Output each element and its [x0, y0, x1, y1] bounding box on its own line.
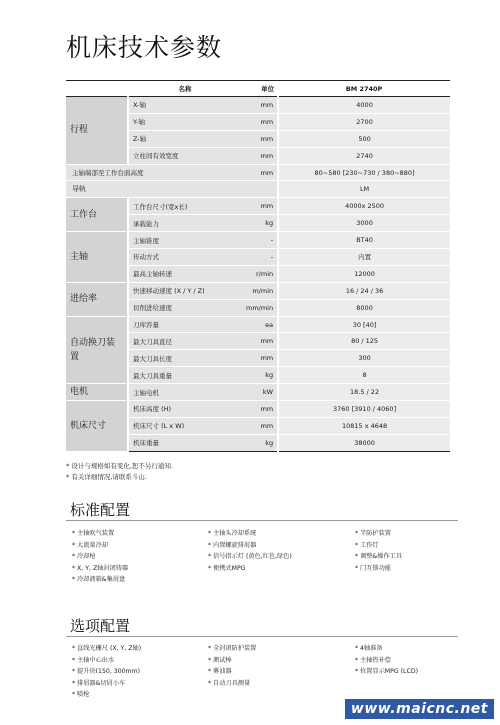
list-item: * 内置螺旋排屑器 — [208, 541, 257, 549]
row-item: 主轴电机 — [128, 384, 242, 401]
row-unit: mm — [242, 97, 278, 114]
row-unit: - — [242, 232, 278, 249]
row-value: 80 / 125 — [278, 333, 450, 350]
table-row — [66, 97, 450, 114]
row-value: 3000 — [278, 215, 450, 232]
list-item: * 主轴吹气装置 — [72, 530, 115, 537]
list-item: * 主轴中心出水 — [72, 656, 115, 664]
options-column-1 — [72, 643, 141, 701]
category-atc: 自动换刀装置 — [66, 316, 128, 384]
row-unit: mm — [242, 147, 278, 164]
row-unit: mm/min — [242, 299, 278, 316]
list-item: * 排屑器&切屑小车 — [72, 679, 126, 687]
row-unit: mm — [242, 198, 278, 215]
list-item: * 门互锁功能 — [355, 564, 391, 572]
footnote: * 有关详细情况,请联系斗山. — [66, 473, 147, 481]
list-item: * 大流量冷却 — [72, 541, 108, 549]
table-row — [66, 401, 450, 418]
row-value: LM — [278, 181, 450, 198]
list-item: * 便携式MPG — [208, 564, 246, 572]
list-item: * 信号指示灯 (黄色,红色,绿色) — [208, 553, 292, 561]
row-item: 最大刀具重量 — [128, 367, 242, 384]
standard-column-1 — [72, 528, 128, 586]
row-value: 10815 x 4648 — [278, 417, 450, 434]
category-feedrate: 进给率 — [66, 282, 128, 316]
table-row — [66, 384, 450, 401]
list-item: * 直线光栅尺 (X, Y, Z轴) — [72, 645, 142, 652]
row-unit: kg — [242, 215, 278, 232]
row-value: 2700 — [278, 113, 450, 130]
row-value: 30 [40] — [278, 316, 450, 333]
row-unit: ea — [242, 316, 278, 333]
row-item: 最大刀具直径 — [128, 333, 242, 350]
row-item: 最大刀具长度 — [128, 350, 242, 367]
category-motor: 电机 — [66, 384, 128, 401]
row-value: 300 — [278, 350, 450, 367]
table-row — [66, 181, 450, 198]
list-item: * 调整&操作工具 — [355, 553, 403, 561]
table-row — [66, 198, 450, 215]
category-travel: 行程 — [66, 97, 128, 165]
row-item: 切削进给速度 — [128, 299, 242, 316]
row-item: 主轴锥度 — [128, 232, 242, 249]
row-item: 立柱间有效宽度 — [128, 147, 242, 164]
row-unit: mm — [242, 350, 278, 367]
row-unit: mm — [242, 164, 278, 181]
header-name: 名称 — [128, 81, 242, 97]
row-unit: kg — [242, 367, 278, 384]
options-column-2 — [208, 643, 256, 689]
list-item: * 4轴准备 — [355, 645, 383, 652]
row-item: X-轴 — [128, 97, 242, 114]
row-item: 承载能力 — [128, 215, 242, 232]
header-model: BM 2740P — [278, 81, 450, 97]
header-blank — [66, 81, 128, 97]
category-spindle: 主轴 — [66, 232, 128, 283]
row-value: 80~580 [230~730 / 380~880] — [278, 164, 450, 181]
list-item: * 提升块(150, 300mm) — [72, 668, 141, 676]
options-column-3 — [355, 643, 418, 678]
list-item: * 测试棒 — [208, 656, 232, 664]
row-value: 4000 — [278, 97, 450, 114]
category-spindle-height: 主轴端部至工作台面高度 — [66, 164, 242, 181]
row-value: 8 — [278, 367, 450, 384]
row-unit: mm — [242, 130, 278, 147]
table-row — [66, 164, 450, 181]
category-table: 工作台 — [66, 198, 128, 232]
row-value: 38000 — [278, 434, 450, 451]
footnotes — [66, 461, 173, 483]
row-value: 2740 — [278, 147, 450, 164]
row-unit: mm — [242, 417, 278, 434]
row-value: 8000 — [278, 299, 450, 316]
list-item: * X, Y, Z轴封闭铸器 — [72, 564, 129, 572]
row-value: 3760 [3910 / 4060] — [278, 401, 450, 418]
list-item: * 冷却液箱&集屑盘 — [72, 576, 126, 584]
site-watermark: www.maicnc.net — [345, 699, 494, 719]
row-value: 内置 — [278, 249, 450, 266]
row-item: 机床高度 (H) — [128, 401, 242, 418]
table-row — [66, 316, 450, 333]
standard-section-title: 标准配置 — [70, 501, 131, 519]
row-value: BT40 — [278, 232, 450, 249]
row-item: 最高主轴转速 — [128, 265, 242, 282]
options-section-title: 选项配置 — [70, 617, 131, 635]
row-value: 12000 — [278, 265, 450, 282]
row-unit: mm — [242, 401, 278, 418]
row-item: 工作台尺寸(宽x长) — [128, 198, 242, 215]
row-unit: kg — [242, 434, 278, 451]
standard-column-2 — [208, 528, 292, 574]
row-item: 机床重量 — [128, 434, 242, 451]
list-item: * 半防护装置 — [355, 530, 391, 537]
row-value: 16 / 24 / 36 — [278, 282, 450, 299]
list-item: * 喷枪 — [72, 691, 90, 699]
table-row — [66, 282, 450, 299]
row-unit: kW — [242, 384, 278, 401]
category-machine-size: 机床尺寸 — [66, 401, 128, 452]
list-item: * 主轴热补偿 — [355, 656, 391, 664]
row-value: 4000x 2500 — [278, 198, 450, 215]
row-unit — [242, 181, 278, 198]
table-row — [66, 232, 450, 249]
row-unit: mm — [242, 333, 278, 350]
options-section-divider — [66, 636, 458, 637]
footnote: * 设计与规格如有变化,恕不另行通知. — [66, 462, 173, 470]
row-unit: m/min — [242, 282, 278, 299]
row-value: 500 — [278, 130, 450, 147]
category-guideway: 导轨 — [66, 181, 242, 198]
spec-table — [66, 80, 450, 452]
row-item: Y-轴 — [128, 113, 242, 130]
list-item: * 主轴头冷却系统 — [208, 530, 257, 537]
row-value: 18.5 / 22 — [278, 384, 450, 401]
row-item: 机床尺寸 (L x W) — [128, 417, 242, 434]
row-unit: r/min — [242, 265, 278, 282]
list-item: * 全封闭防护装置 — [208, 645, 257, 652]
list-item: * 位置显示MPG (LCD) — [355, 668, 419, 676]
spec-table-header — [66, 81, 450, 97]
list-item: * 工作灯 — [355, 541, 379, 549]
row-item: 传动方式 — [128, 249, 242, 266]
row-item: Z-轴 — [128, 130, 242, 147]
row-item: 快速移动速度 (X / Y / Z) — [128, 282, 242, 299]
standard-section-divider — [66, 520, 458, 521]
standard-column-3 — [355, 528, 402, 574]
list-item: * 自动刀具测量 — [208, 679, 251, 687]
row-unit: mm — [242, 113, 278, 130]
row-item: 刀库容量 — [128, 316, 242, 333]
list-item: * 冷却枪 — [72, 553, 96, 561]
page-title: 机床技术参数 — [66, 33, 223, 62]
row-unit: - — [242, 249, 278, 266]
header-unit: 单位 — [242, 81, 278, 97]
list-item: * 雾油器 — [208, 668, 232, 676]
